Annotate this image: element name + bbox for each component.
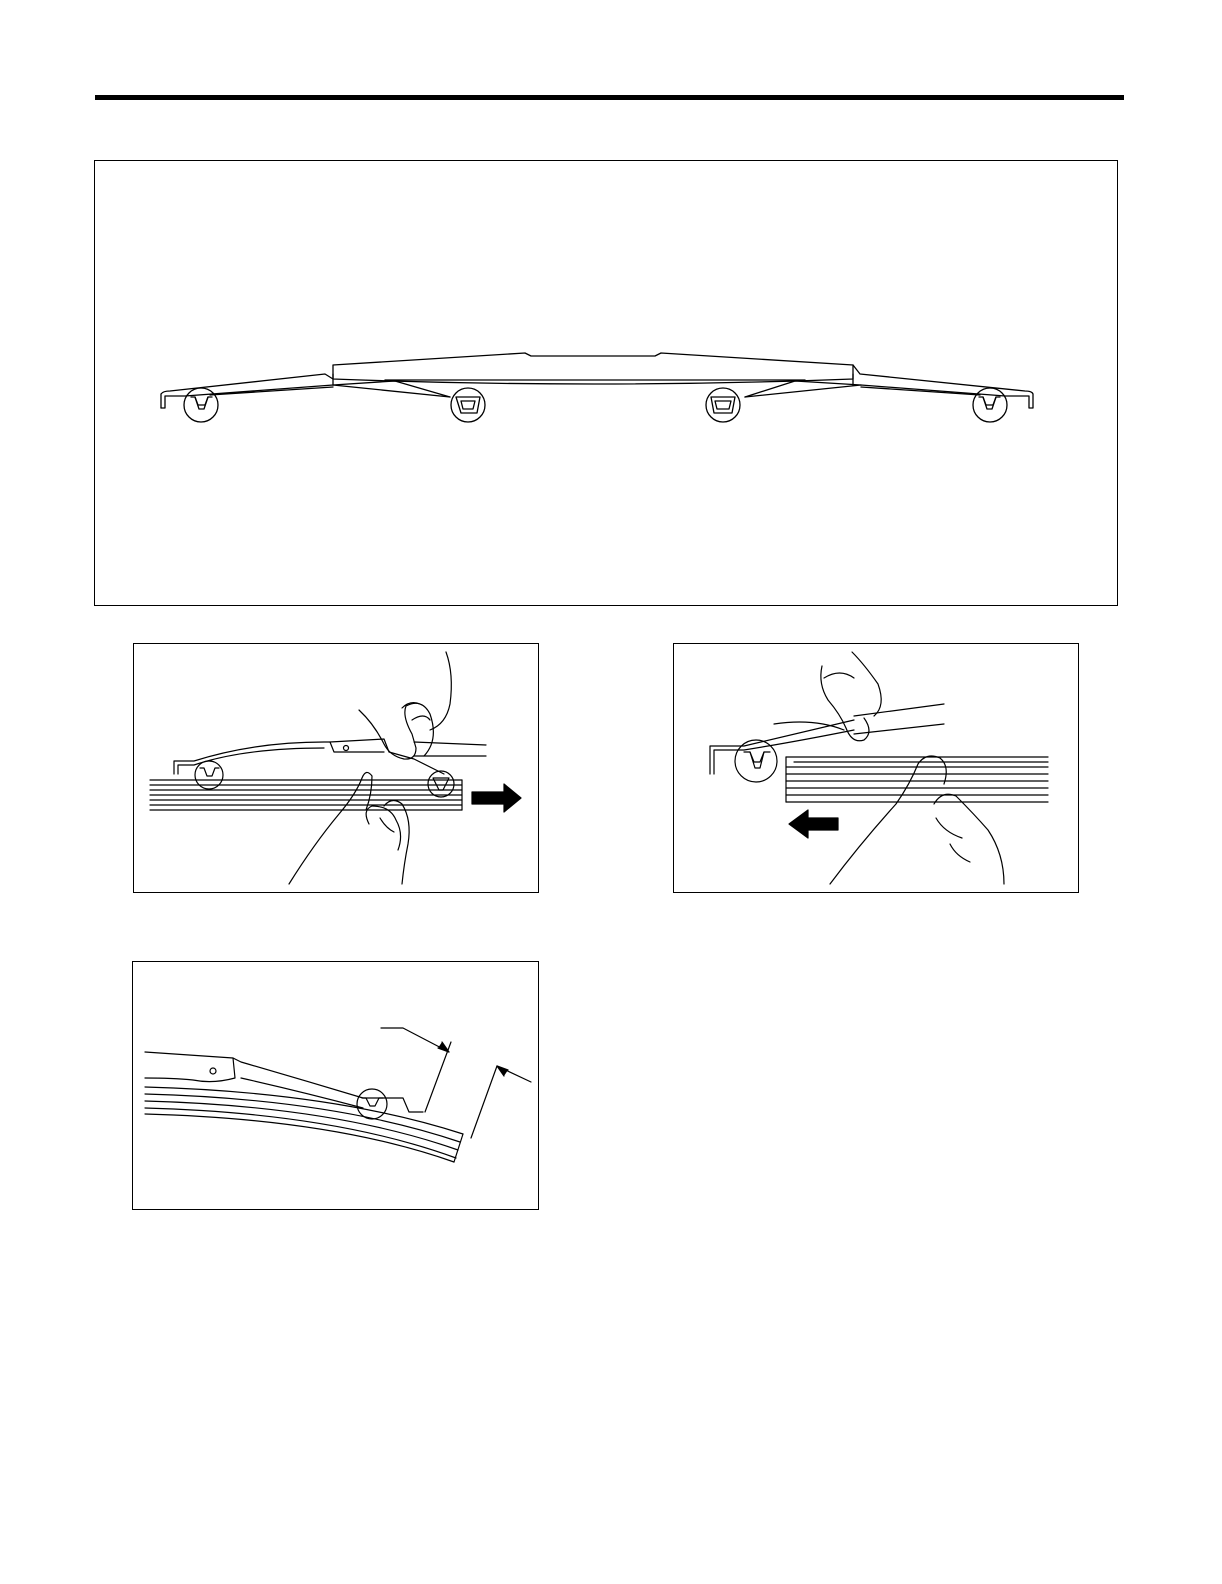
blade-removal-drawing <box>134 644 540 894</box>
claw-4 <box>973 388 1007 422</box>
blade-check-drawing <box>133 962 540 1211</box>
claw-3 <box>706 388 740 422</box>
claw-1 <box>184 388 218 422</box>
claw-2 <box>451 388 485 422</box>
header-rule <box>95 95 1124 100</box>
blade-assembly-drawing <box>95 161 1119 607</box>
figure-blade-assembly <box>94 160 1118 606</box>
figure-blade-removal <box>133 643 539 893</box>
figure-blade-check <box>132 961 539 1210</box>
figure-blade-installation <box>673 643 1079 893</box>
blade-installation-drawing <box>674 644 1080 894</box>
